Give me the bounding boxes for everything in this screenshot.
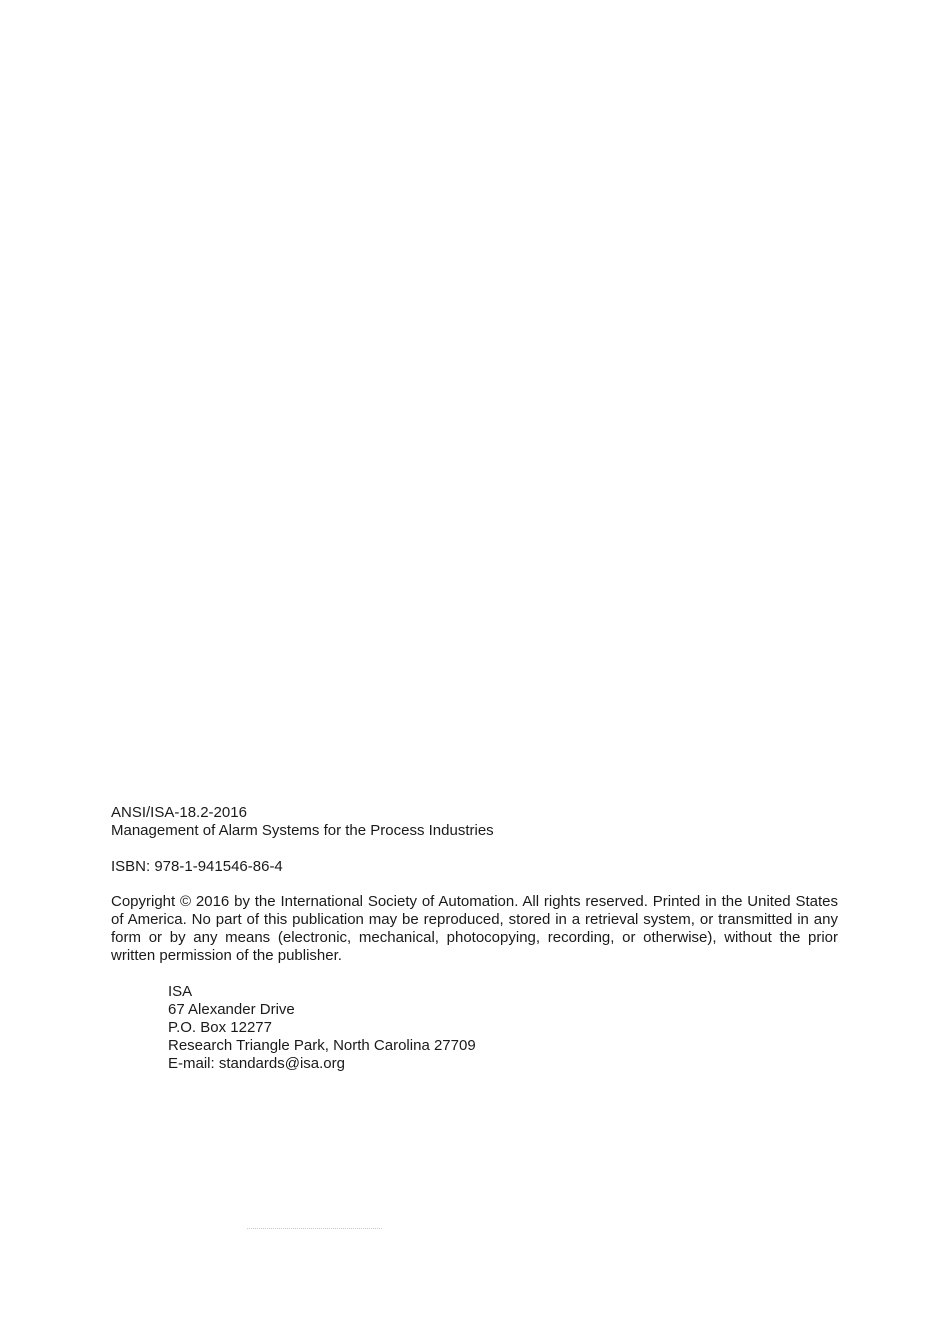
address-street: 67 Alexander Drive [168, 1001, 295, 1018]
address-city: Research Triangle Park, North Carolina 27709 [168, 1037, 476, 1054]
copyright-block [111, 893, 838, 965]
address-org: ISA [168, 983, 193, 1000]
footer-divider [247, 1228, 382, 1231]
isbn-block [111, 858, 838, 876]
address-email[interactable]: E-mail: standards@isa.org [168, 1055, 345, 1072]
copyright-notice: Copyright © 2016 by the International Society of Automation. All rights reserved. Printed in the United States of America. No part of this publication may be reproduced, stored in a retrieval system, or transmitted in any form or by any means (electronic, mechanical, photocopying, recording, or otherwise), without the prior written permission of the publisher. [111, 893, 838, 964]
standard-designation: ANSI/ISA-18.2-2016 [111, 804, 247, 821]
address-po-box: P.O. Box 12277 [168, 1019, 272, 1036]
standard-title: Management of Alarm Systems for the Process Industries [111, 822, 494, 839]
publisher-address [168, 983, 476, 1073]
isbn: ISBN: 978-1-941546-86-4 [111, 858, 283, 875]
title-block [111, 804, 838, 840]
